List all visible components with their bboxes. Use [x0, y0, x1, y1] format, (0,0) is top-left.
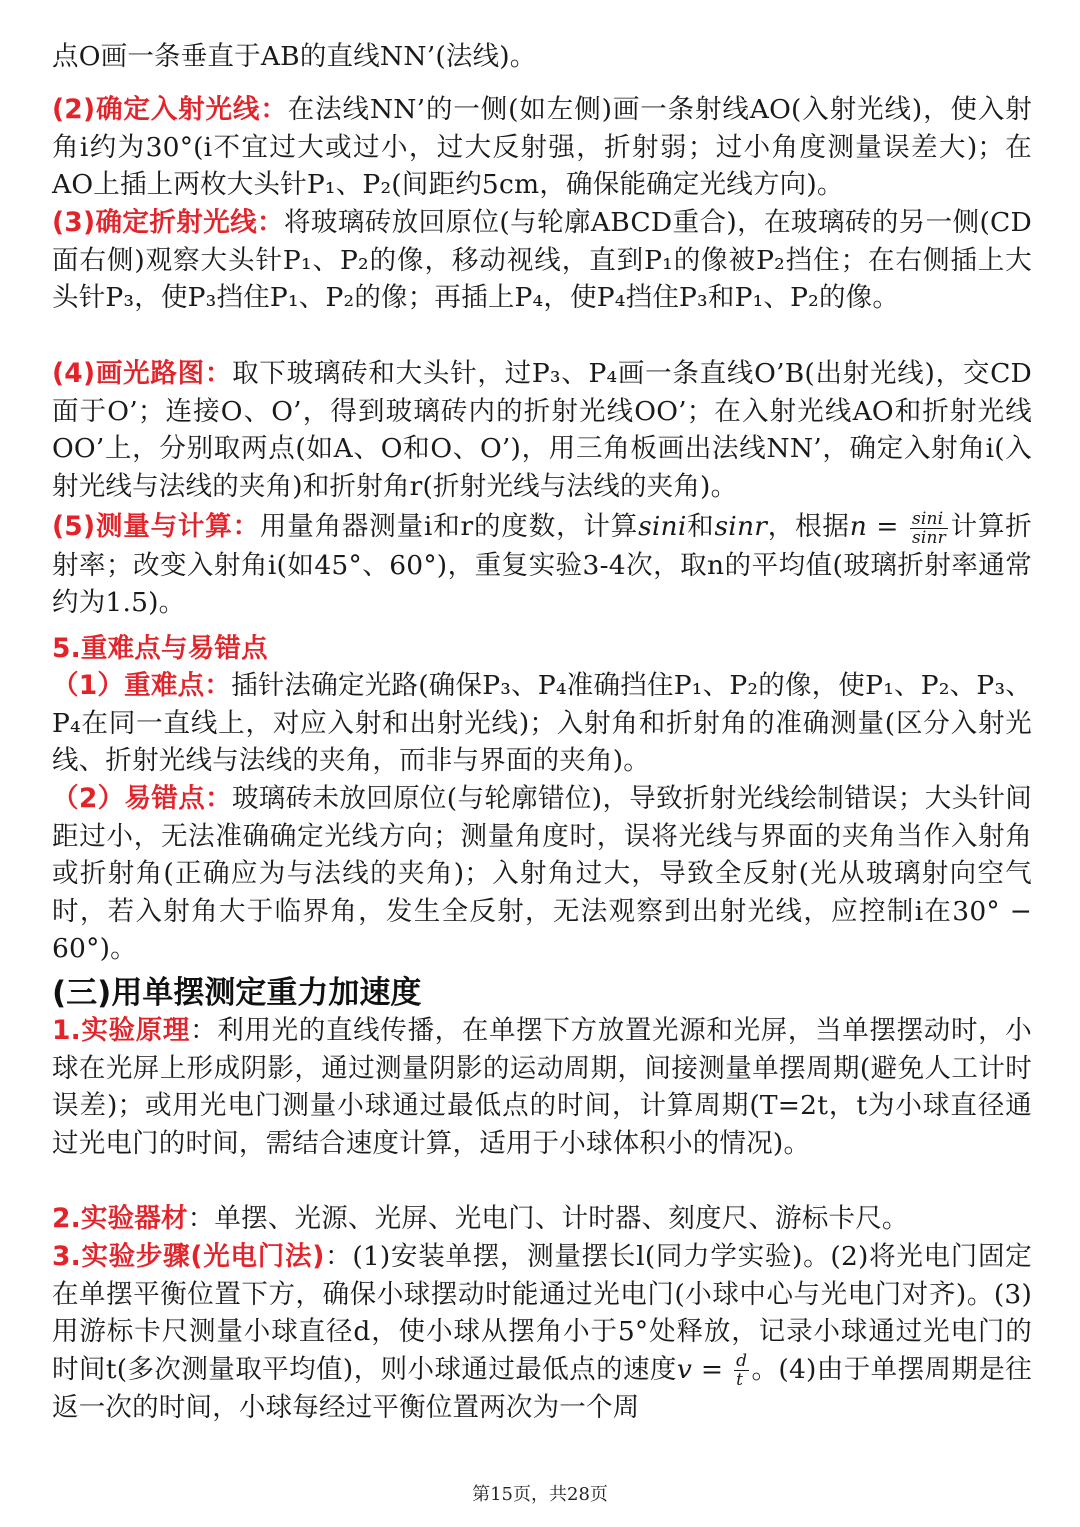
- paragraph-steps: [52, 1238, 1032, 1427]
- fraction-denominator: sinr: [911, 527, 946, 548]
- sini-expression: sini: [638, 511, 687, 542]
- normal-line-text: 点O画一条垂直于AB的直线NN’(法线)。: [52, 41, 537, 72]
- paragraph-normal-line: [52, 38, 1032, 76]
- paragraph-step2: [52, 91, 1032, 204]
- key-points-text: 插针法确定光路(确保P₃、P₄准确挡住P₁、P₂的像，使P₁、P₂、P₃、P₄在同一直线上，对应入射和出射光线)；入射角和折射角的准确测量(区分入射光线、折射光线与法线的夹角，而非与界面的夹角)。: [52, 670, 1033, 776]
- refraction-fraction: [910, 510, 948, 547]
- paragraph-step3: [52, 204, 1032, 317]
- paragraph-step5: [52, 508, 1032, 622]
- key-points-label: （1）重难点：: [52, 670, 232, 701]
- paragraph-common-mistakes: [52, 780, 1032, 968]
- step5-text-c: 计算折射率；改变入射角i(如45°、60°)，重复实验3-4次，取n的平均值(玻璃折射率通常约为1.5)。: [52, 511, 1032, 618]
- common-mistakes-text: 玻璃砖未放回原位(与轮廓错位)，导致折射光线绘制错误；大头针间距过小，无法准确确定光线方向；测量角度时，误将光线与界面的夹角当作入射角或折射角(正确应为与法线的夹角)；入射角过大，导致全反射(光从玻璃射向空气时，若入射角大于临界角，发生全反射，无法观察到出射光线，应控制i在30° − 60°)。: [52, 783, 1032, 964]
- step5-text-b: ，根据: [767, 511, 850, 542]
- principle-colon: ：: [190, 1015, 218, 1046]
- section5-title: 5.重难点与易错点: [52, 633, 268, 664]
- steps-text-a: (1)安装单摆，测量摆长l(同力学实验)。(2)将光电门固定在单摆平衡位置下方，确保小球摆动时能通过光电门(小球中心与光电门对齐)。(3)用游标卡尺测量小球直径d，使小球从摆角小于5°处释放，记录小球通过光电门的时间t(多次测量取平均值)，则小球通过最低点的速度: [52, 1241, 1032, 1385]
- velocity-numerator: d: [736, 1351, 748, 1371]
- paragraph-equipment: [52, 1200, 1032, 1238]
- common-mistakes-label: （2）易错点：: [52, 783, 232, 814]
- steps-colon: ：: [324, 1241, 353, 1272]
- principle-text: 利用光的直线传播，在单摆下方放置光源和光屏，当单摆摆动时，小球在光屏上形成阴影，通过测量阴影的运动周期，间接测量单摆周期(避免人工计时误差)；或用光电门测量小球通过最低点的时间，计算周期(T=2t，t为小球直径通过光电门的时间，需结合速度计算，适用于小球体积小的情况)。: [52, 1015, 1033, 1159]
- principle-label: 1.实验原理: [52, 1015, 191, 1046]
- step3-text: 将玻璃砖放回原位(与轮廓ABCD重合)，在玻璃砖的另一侧(CD面右侧)观察大头针P₁、P₂的像，移动视线，直到P₁的像被P₂挡住；在右侧插上大头针P₃，使P₃挡住P₁、P₂的像；再插上P₄，使P₄挡住P₃和P₁、P₂的像。: [52, 207, 1032, 313]
- step5-text-a: 用量角器测量i和r的度数，计算: [259, 511, 639, 542]
- sinr-expression: sinr: [714, 511, 768, 542]
- step4-text: 取下玻璃砖和大头针，过P₃、P₄画一条直线O’B(出射光线)，交CD面于O’；连接O、O’，得到玻璃砖内的折射光线OO’；在入射光线AO和折射光线OO’上，分别取两点(如A、O和O、O’)，用三角板画出法线NN’，确定入射角i(入射光线与法线的夹角)和折射角r(折射光线与法线的夹角)。: [52, 358, 1033, 502]
- step2-text: 在法线NN’的一侧(如左侧)画一条射线AO(入射光线)，使入射角i约为30°(i不宜过大或过小，过大反射强，折射弱；过小角度测量误差大)；在AO上插上两枚大头针P₁、P₂(间距约5cm，确保能确定光线方向)。: [52, 94, 1032, 200]
- paragraph-key-points: [52, 667, 1032, 780]
- step5-and: 和: [686, 511, 715, 542]
- paragraph-principle: [52, 1012, 1032, 1162]
- page-number-footer: 第15页，共28页: [472, 1484, 608, 1505]
- section3-heading: (三)用单摆测定重力加速度: [52, 975, 422, 1011]
- n-equals: n =: [849, 511, 908, 542]
- equipment-colon: ：: [187, 1203, 215, 1234]
- step5-label: (5)测量与计算：: [52, 511, 260, 542]
- steps-text-b: 。(4)由于单摆周期是往返一次的时间，小球每经过平衡位置两次为一个周: [52, 1353, 1033, 1423]
- equipment-text: 单摆、光源、光屏、光电门、计时器、刻度尺、游标卡尺。: [214, 1203, 909, 1234]
- velocity-denominator: t: [736, 1370, 744, 1390]
- step2-label: (2)确定入射光线：: [52, 94, 288, 125]
- fraction-numerator: sini: [910, 510, 948, 529]
- velocity-fraction: [734, 1352, 749, 1389]
- equipment-label: 2.实验器材: [52, 1203, 188, 1234]
- paragraph-step4: [52, 355, 1032, 505]
- step3-label: (3)确定折射光线：: [52, 207, 284, 238]
- step4-label: (4)画光路图：: [52, 358, 233, 389]
- steps-label: 3.实验步骤(光电门法): [52, 1241, 325, 1272]
- v-equals: v =: [676, 1353, 733, 1385]
